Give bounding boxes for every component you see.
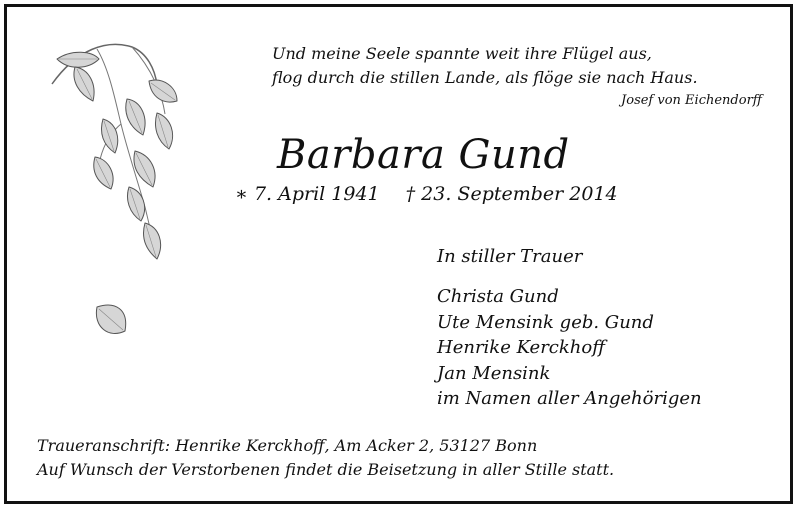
mourner-name: im Namen aller Angehörigen [437, 388, 702, 409]
quote-line-2: flog durch die stillen Lande, als flöge sie nach Haus. [272, 68, 698, 87]
obituary-card [4, 4, 793, 504]
mourner-name: Ute Mensink geb. Gund [437, 311, 654, 333]
life-dates [235, 181, 618, 207]
quote-author: Josef von Eichendorff [621, 93, 762, 108]
death-date: † 23. September 2014 [405, 183, 618, 205]
burial-note: Auf Wunsch der Verstorbenen findet die Beisetzung in aller Stille statt. [37, 460, 615, 479]
mourner-name: Christa Gund [437, 286, 559, 307]
mourner-list [437, 285, 702, 413]
deceased-name: Barbara Gund [277, 132, 570, 178]
quote-line-1: Und meine Seele spannte weit ihre Flügel aus, [272, 44, 652, 63]
mourning-address: Traueranschrift: Henrike Kerckhoff, Am Acker 2, 53127 Bonn [37, 436, 538, 455]
mourner-name: Henrike Kerckhoff [437, 337, 605, 358]
mourner-name: Jan Mensink [437, 362, 551, 384]
birth-date: ∗ 7. April 1941 [235, 183, 380, 205]
mourning-heading: In stiller Trauer [437, 246, 583, 267]
birch-branch-icon [37, 39, 187, 359]
